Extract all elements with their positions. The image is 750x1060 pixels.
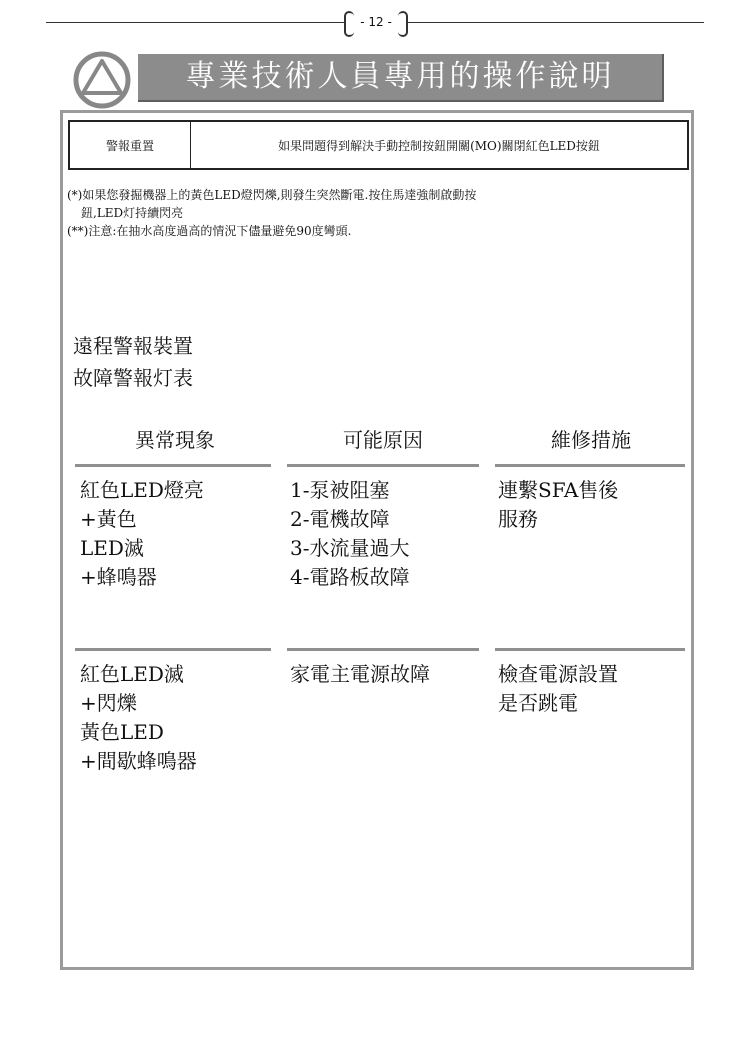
bracket-right (398, 11, 408, 37)
row-1-symptom-line: +黃色 (80, 507, 137, 531)
row-2-symptom-line: 黃色LED (80, 720, 164, 744)
section-title (73, 330, 193, 394)
row-2-rule-action (495, 648, 685, 651)
row-1-action-line: 服務 (498, 507, 538, 531)
row-1-cause (290, 476, 409, 592)
row-1-action-line: 連繫SFA售後 (498, 478, 619, 502)
row-1-action (498, 476, 618, 534)
row-1-cause-line: 3-水流量過大 (290, 536, 410, 560)
triangle-in-circle-icon (73, 51, 131, 109)
alarm-reset-label: 警報重置 (70, 122, 191, 168)
row-2-action-line: 檢查電源設置 (498, 662, 618, 686)
header-action: 維修措施 (551, 428, 631, 452)
row-1-cause-line: 2-電機故障 (290, 507, 390, 531)
row-1-rule-symptom (75, 464, 271, 467)
row-2-action (498, 660, 618, 718)
alarm-reset-row (68, 120, 689, 170)
page-number-box (344, 9, 408, 35)
bracket-left (344, 11, 354, 37)
section-title-line-2: 故障警報灯表 (73, 366, 193, 390)
row-2-symptom-line: 紅色LED滅 (80, 662, 184, 686)
header-rule-right (408, 22, 704, 23)
row-1-rule-cause (287, 464, 479, 467)
row-1-symptom-line: LED滅 (80, 536, 144, 560)
note-line-3: (**)注意:在抽水高度過高的情況下儘量避免90度彎頭. (67, 224, 352, 238)
alarm-reset-description: 如果問題得到解決手動控制按鈕開關(MO)關閉紅色LED按鈕 (278, 138, 600, 153)
row-1-symptom-line: +蜂鳴器 (80, 565, 157, 589)
row-1-rule-action (495, 464, 685, 467)
row-1-symptom-line: 紅色LED燈亮 (80, 478, 204, 502)
row-2-rule-cause (287, 648, 479, 651)
row-2-action-line: 是否跳電 (498, 691, 578, 715)
section-title-line-1: 遠程警報裝置 (73, 334, 193, 358)
notes (67, 186, 687, 240)
row-1-cause-line: 4-電路板故障 (290, 565, 410, 589)
row-2-rule-symptom (75, 648, 271, 651)
row-2-symptom-line: +間歇蜂鳴器 (80, 749, 197, 773)
page-title: 專業技術人員專用的操作說明 (138, 54, 664, 102)
header-symptom: 異常現象 (135, 428, 215, 452)
page-number: - 12 - (360, 15, 392, 29)
header-cause: 可能原因 (343, 428, 423, 452)
row-2-symptom-line: +閃爍 (80, 691, 137, 715)
row-2-symptom (80, 660, 197, 776)
row-2-cause-line: 家電主電源故障 (290, 662, 430, 686)
note-line-2: 鈕,LED灯持續閃亮 (81, 206, 184, 220)
row-1-symptom (80, 476, 204, 592)
header-rule-left (46, 22, 344, 23)
note-line-1: (*)如果您發掘機器上的黃色LED燈閃爍,則發生突然斷電.按住馬達強制啟動按 (67, 188, 477, 202)
row-1-cause-line: 1-泵被阻塞 (290, 478, 390, 502)
row-2-cause (290, 660, 430, 689)
